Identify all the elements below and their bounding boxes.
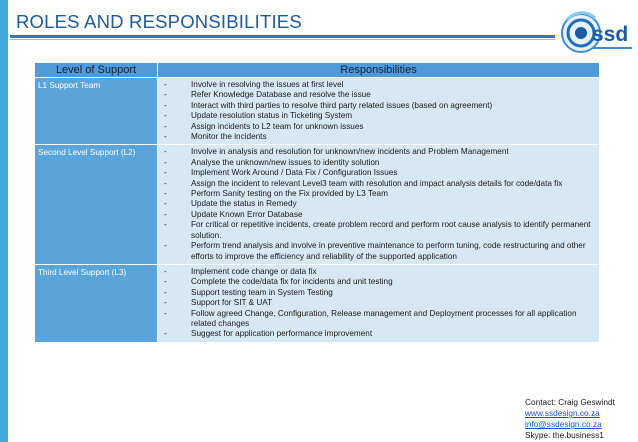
- list-item: [158, 132, 599, 142]
- list-item: [158, 147, 599, 157]
- bullet-dash: -: [164, 111, 167, 121]
- list-item: [158, 158, 599, 168]
- list-item: [158, 210, 599, 220]
- roles-table: [35, 63, 599, 342]
- responsibility-text: Update Known Error Database: [191, 209, 303, 219]
- responsibility-text: Implement code change or data fix: [191, 266, 317, 276]
- bullet-dash: -: [164, 298, 167, 308]
- bullet-dash: -: [164, 168, 167, 178]
- page-title: ROLES AND RESPONSIBILITIES: [16, 11, 302, 32]
- responsibility-text: Update the status in Remedy: [191, 199, 297, 209]
- responsibility-text: Involve in resolving the issues at first level: [191, 80, 344, 89]
- bullet-dash: -: [164, 90, 167, 100]
- responsibility-text: Interact with third parties to resolve third party related issues (based on agreement): [191, 100, 493, 110]
- bullet-dash: -: [164, 132, 167, 142]
- table-row: [35, 145, 599, 264]
- bullet-dash: -: [164, 178, 167, 188]
- responsibility-text: Monitor the incidents: [191, 132, 267, 142]
- support-level-cell: Second Level Support (L2): [35, 145, 158, 264]
- bullet-dash: -: [164, 287, 167, 297]
- list-item: [158, 101, 599, 111]
- responsibility-list: [158, 267, 599, 340]
- list-item: [158, 241, 599, 262]
- table-row: [35, 264, 599, 341]
- bullet-dash: -: [164, 220, 167, 230]
- responsibility-text: Follow agreed Change, Configuration, Release management and Deployment processes for all application related changes: [191, 308, 577, 328]
- bullet-dash: -: [164, 199, 167, 209]
- bullet-dash: -: [164, 100, 167, 110]
- responsibility-text: Assign incidents to L2 team for unknown issues: [191, 121, 364, 131]
- skype-id: Skype: the.business1: [525, 430, 604, 440]
- list-item: [158, 111, 599, 121]
- list-item: [158, 199, 599, 209]
- responsibilities-cell: [158, 145, 600, 264]
- bullet-dash: -: [164, 147, 167, 157]
- list-item: [158, 189, 599, 199]
- list-item: [158, 309, 599, 330]
- left-accent-bar: [0, 0, 8, 442]
- bullet-dash: -: [164, 266, 167, 276]
- bullet-dash: -: [164, 308, 167, 318]
- responsibilities-cell: [158, 78, 600, 145]
- logo-graphic: [561, 8, 635, 62]
- email-link[interactable]: info@ssdesign.co.za: [525, 419, 602, 429]
- responsibility-text: Complete the code/data fix for incidents and unit testing: [191, 277, 393, 287]
- title-underline-thin: [10, 39, 555, 40]
- title-underline: [10, 35, 555, 38]
- bullet-dash: -: [164, 209, 167, 219]
- bullet-dash: -: [164, 121, 167, 131]
- responsibility-text: Suggest for application performance improvement: [191, 329, 373, 339]
- responsibility-text: Perform trend analysis and involve in preventive maintenance to perform tuning, code restructuring and other efforts to improve the efficiency and reliability of the supported application: [191, 241, 586, 261]
- responsibility-text: Analyse the unknown/new issues to identity solution: [191, 157, 380, 167]
- list-item: [158, 179, 599, 189]
- logo-text: ssd: [592, 23, 629, 46]
- list-item: [158, 267, 599, 277]
- website-link[interactable]: www.ssdesign.co.za: [525, 408, 600, 418]
- list-item: [158, 80, 599, 90]
- list-item: [158, 329, 599, 339]
- contact-name: Contact: Craig Geswindt: [525, 397, 615, 407]
- list-item: [158, 277, 599, 287]
- column-header-responsibilities: Responsibilities: [158, 63, 600, 78]
- bullet-dash: -: [164, 157, 167, 167]
- list-item: [158, 168, 599, 178]
- list-item: [158, 90, 599, 100]
- responsibility-text: Implement Work Around / Data Fix / Configuration Issues: [191, 168, 398, 178]
- responsibilities-cell: [158, 264, 600, 341]
- responsibility-text: Update resolution status in Ticketing System: [191, 111, 353, 121]
- responsibility-text: Support testing team in System Testing: [191, 287, 333, 297]
- contact-block: [525, 397, 615, 441]
- responsibility-text: Refer Knowledge Database and resolve the issue: [191, 90, 371, 100]
- bullet-dash: -: [164, 189, 167, 199]
- bullet-dash: -: [164, 80, 167, 89]
- list-item: [158, 288, 599, 298]
- support-level-cell: Third Level Support (L3): [35, 264, 158, 341]
- responsibility-text: Support for SIT & UAT: [191, 298, 273, 308]
- bullet-dash: -: [164, 329, 167, 339]
- support-level-cell: L1 Support Team: [35, 78, 158, 145]
- responsibility-text: For critical or repetitive incidents, create problem record and perform root cause analysis to identify permanent solution.: [191, 220, 591, 240]
- list-item: [158, 298, 599, 308]
- bullet-dash: -: [164, 241, 167, 251]
- list-item: [158, 220, 599, 241]
- responsibility-text: Assign the incident to relevant Level3 team with resolution and impact analysis details for code/data fix: [191, 178, 563, 188]
- list-item: [158, 122, 599, 132]
- bullet-dash: -: [164, 277, 167, 287]
- responsibility-list: [158, 80, 599, 142]
- responsibility-list: [158, 147, 599, 261]
- responsibility-text: Perform Sanity testing on the Fix provided by L3 Team: [191, 189, 388, 199]
- company-logo: [561, 8, 635, 62]
- responsibility-text: Involve in analysis and resolution for unknown/new incidents and Problem Management: [191, 147, 509, 157]
- table-row: [35, 78, 599, 145]
- column-header-level: Level of Support: [35, 63, 158, 78]
